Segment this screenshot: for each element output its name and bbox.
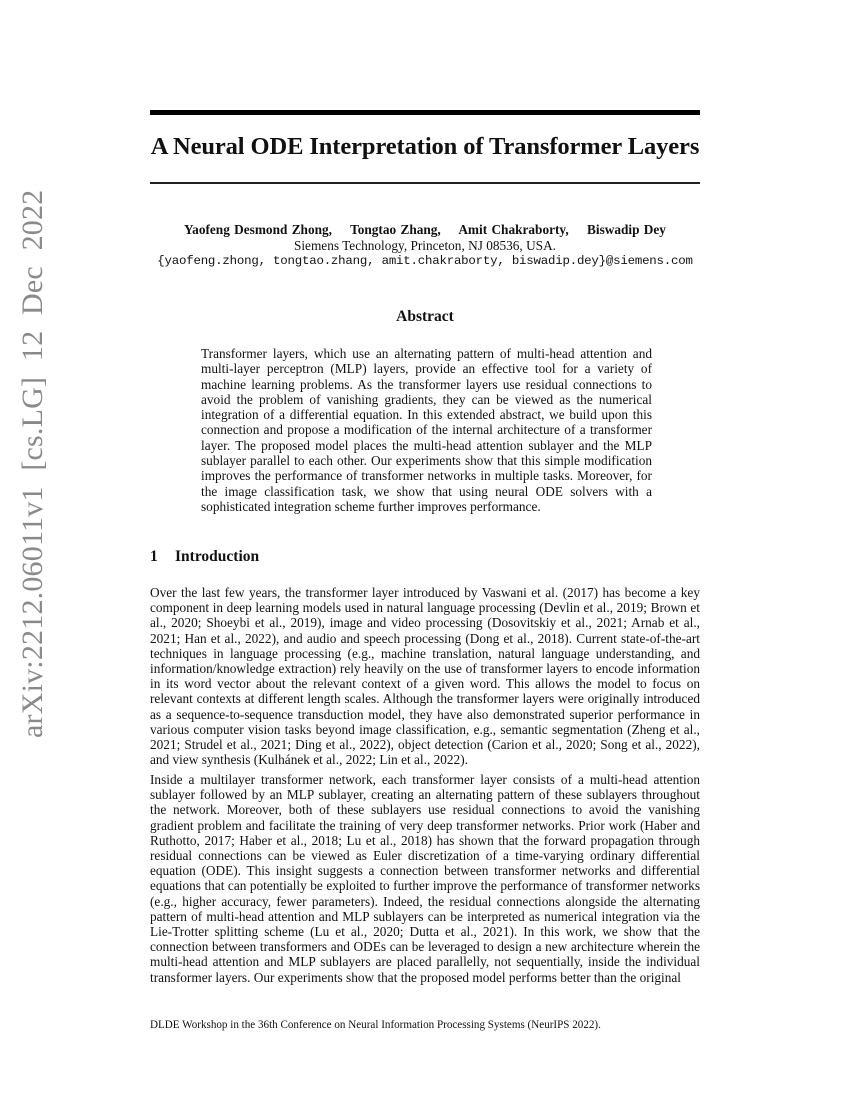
arxiv-stamp-text: arXiv:2212.06011v1 [cs.LG] 12 Dec 2022: [16, 189, 49, 738]
author-name: Tongtao Zhang,: [350, 222, 441, 237]
section-heading-introduction: [150, 548, 259, 566]
author-emails: {yaofeng.zhong, tongtao.zhang, amit.chakraborty, biswadip.dey}@siemens.com: [157, 254, 693, 268]
title-bottom-rule: [150, 182, 700, 184]
section-number: 1: [150, 548, 158, 565]
abstract-text: Transformer layers, which use an alternating pattern of multi-head attention and multi-layer perceptron (MLP) layers, provide an effective tool for a variety of machine learning problems. As the transformer layers use residual connections to avoid the problem of vanishing gradients, they can be viewed as the numerical integration of a differential equation. In this extended abstract, we build upon this connection and propose a modification of the internal architecture of a transformer layer. The proposed model places the multi-head attention sublayer and the MLP sublayer parallel to each other. Our experiments show that this simple modification improves the performance of transformer networks in multiple tasks. Moreover, for the image classification task, we show that using neural ODE solvers with a sophisticated integration scheme further improves performance.: [201, 346, 652, 514]
author-name: Biswadip Dey: [587, 222, 666, 237]
author-affiliation: Siemens Technology, Princeton, NJ 08536, USA.: [293, 238, 557, 253]
venue-footnote: DLDE Workshop in the 36th Conference on Neural Information Processing Systems (NeurIPS 2022).: [150, 1019, 601, 1031]
intro-paragraph-2: Inside a multilayer transformer network, each transformer layer consists of a multi-head attention sublayer followed by an MLP sublayer, creating an alternating pattern of these sublayers throughout the network. Moreover, both of these sublayers use residual connections to avoid the vanishing gradient problem and facilitate the training of very deep transformer networks. Prior work (Haber and Ruthotto, 2017; Haber et al., 2018; Lu et al., 2018) has shown that the forward propagation through residual connections can be viewed as Euler discretization of a time-varying ordinary differential equation (ODE). This insight suggests a connection between transformer networks and differential equations that can potentially be exploited to further improve the performance of transformer networks (e.g., higher accuracy, fewer parameters). Indeed, the residual connections alongside the alternating pattern of multi-head attention and MLP sublayers can be interpreted as numerical integration via the Lie-Trotter splitting scheme (Lu et al., 2020; Dutta et al., 2021). In this work, we show that the connection between transformers and ODEs can be leveraged to design a new architecture wherein the multi-head attention and MLP sublayers are placed parallelly, not sequentially, inside the individual transformer layers. Our experiments show that the proposed model performs better than the original: [150, 772, 700, 985]
intro-paragraph-1: Over the last few years, the transformer layer introduced by Vaswani et al. (2017) has become a key component in deep learning models used in natural language processing (Devlin et al., 2019; Brown et al., 2020; Shoeybi et al., 2019), image and video processing (Dosovitskiy et al., 2021; Arnab et al., 2021; Han et al., 2022), and audio and speech processing (Dong et al., 2018). Current state-of-the-art techniques in language processing (e.g., machine translation, natural language understanding, and information/knowledge extraction) rely heavily on the use of transformer layers to encode information in its word vector about the relevant context of a given word. This allows the model to focus on relevant contexts at different length scales. Although the transformer layers were originally introduced as a sequence-to-sequence transduction model, they have also demonstrated superior performance in various computer vision tasks beyond image classification, e.g., semantic segmentation (Zheng et al., 2021; Strudel et al., 2021; Ding et al., 2022), object detection (Carion et al., 2020; Song et al., 2022), and view synthesis (Kulhánek et al., 2022; Lin et al., 2022).: [150, 585, 700, 768]
author-name: Yaofeng Desmond Zhong,: [184, 222, 332, 237]
section-title: Introduction: [175, 548, 260, 565]
arxiv-identifier-stamp: [12, 189, 52, 738]
author-name: Amit Chakraborty,: [458, 222, 569, 237]
abstract-heading: Abstract: [396, 308, 454, 325]
title-top-rule: [150, 110, 700, 115]
author-list: [150, 222, 700, 238]
paper-title: A Neural ODE Interpretation of Transformer Layers: [150, 133, 700, 160]
